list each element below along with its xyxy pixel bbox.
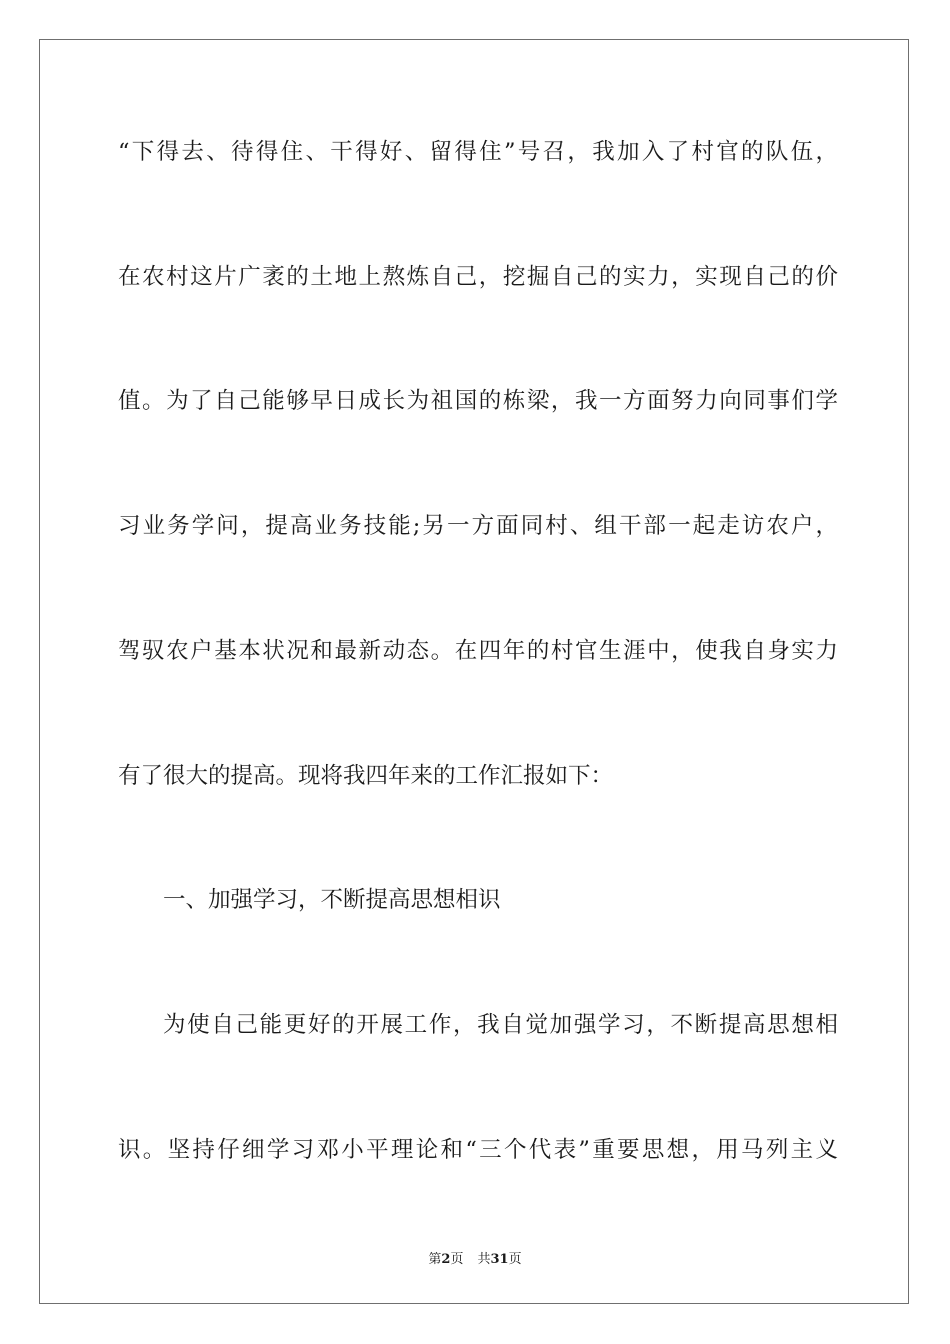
body-line-6: 有了很大的提高。现将我四年来的工作汇报如下：	[118, 763, 614, 789]
section-heading: 一、加强学习，不断提高思想相识	[163, 887, 501, 913]
body-line-3: 值。为了自己能够早日成长为祖国的栋梁，我一方面努力向同事们学	[118, 388, 838, 414]
page-footer	[0, 1248, 950, 1267]
total-prefix: 共	[477, 1252, 491, 1267]
body-line-5: 驾驭农户基本状况和最新动态。在四年的村官生涯中，使我自身实力	[118, 638, 838, 664]
total-pages: 31	[490, 1252, 509, 1267]
page-prefix: 第	[428, 1252, 442, 1267]
body-line-1: “下得去、待得住、干得好、留得住”号召，我加入了村官的队伍，	[118, 139, 838, 165]
section-line-1: 为使自己能更好的开展工作，我自觉加强学习，不断提高思想相	[163, 1012, 838, 1038]
section-line-2: 识。坚持仔细学习邓小平理论和“三个代表”重要思想，用马列主义	[118, 1137, 838, 1163]
page-number: 2	[441, 1252, 451, 1267]
total-suffix: 页	[508, 1252, 522, 1267]
body-line-4: 习业务学问，提高业务技能;另一方面同村、组干部一起走访农户，	[118, 513, 838, 539]
body-line-2: 在农村这片广袤的土地上熬炼自己，挖掘自己的实力，实现自己的价	[118, 264, 838, 290]
page-suffix: 页	[450, 1252, 464, 1267]
page-border	[39, 39, 909, 1304]
